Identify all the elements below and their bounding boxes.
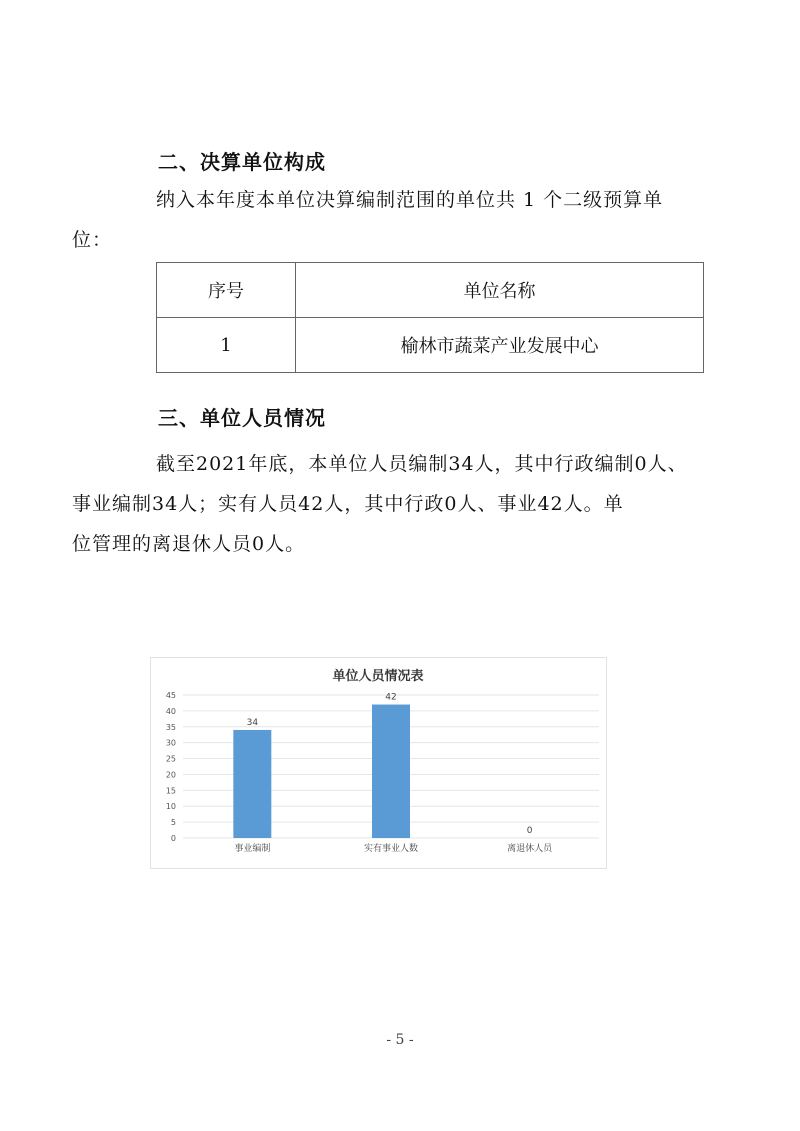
y-tick-label: 45	[165, 691, 176, 700]
table-header-row	[157, 263, 704, 318]
row-unit-name: 榆林市蔬菜产业发展中心	[296, 318, 704, 373]
section-2-intro	[72, 180, 704, 260]
header-unit-name: 单位名称	[296, 263, 704, 318]
y-tick-label: 20	[165, 770, 176, 780]
body-line-1: 截至2021年底，本单位人员编制34人，其中行政编制0人、	[156, 453, 688, 475]
section-3-heading: 三、单位人员情况	[158, 406, 326, 430]
row-index: 1	[157, 318, 296, 373]
chart-title: 单位人员情况表	[332, 669, 424, 684]
section-2-heading: 二、决算单位构成	[158, 150, 326, 174]
bar	[233, 730, 271, 838]
y-tick-label: 40	[165, 706, 176, 716]
x-tick-label: 离退休人员	[507, 844, 553, 854]
staff-chart	[150, 657, 607, 869]
y-tick-label: 0	[170, 834, 176, 843]
data-label: 0	[526, 826, 533, 836]
data-label: 42	[385, 692, 397, 703]
intro-line-2: 位：	[72, 229, 113, 251]
chart-svg	[151, 658, 606, 868]
y-tick-label: 15	[165, 786, 176, 796]
unit-table	[156, 262, 704, 373]
x-tick-label: 事业编制	[234, 844, 271, 854]
intro-line-1: 纳入本年度本单位决算编制范围的单位共 1 个二级预算单	[156, 189, 664, 211]
section-3-body	[72, 444, 704, 564]
header-index: 序号	[157, 263, 296, 318]
body-line-2: 事业编制34人；实有人员42人，其中行政0人、事业42人。单	[72, 493, 624, 515]
y-tick-label: 25	[165, 754, 176, 764]
table-row	[157, 318, 704, 373]
y-tick-label: 35	[165, 722, 176, 732]
x-tick-label: 实有事业人数	[363, 844, 419, 854]
y-tick-label: 10	[165, 802, 176, 812]
bar	[372, 705, 410, 838]
body-line-3: 位管理的离退休人员0人。	[72, 533, 306, 555]
page-number: - 5 -	[386, 1032, 414, 1048]
y-tick-label: 30	[165, 738, 176, 748]
data-label: 34	[246, 717, 259, 728]
y-tick-label: 5	[170, 818, 176, 828]
